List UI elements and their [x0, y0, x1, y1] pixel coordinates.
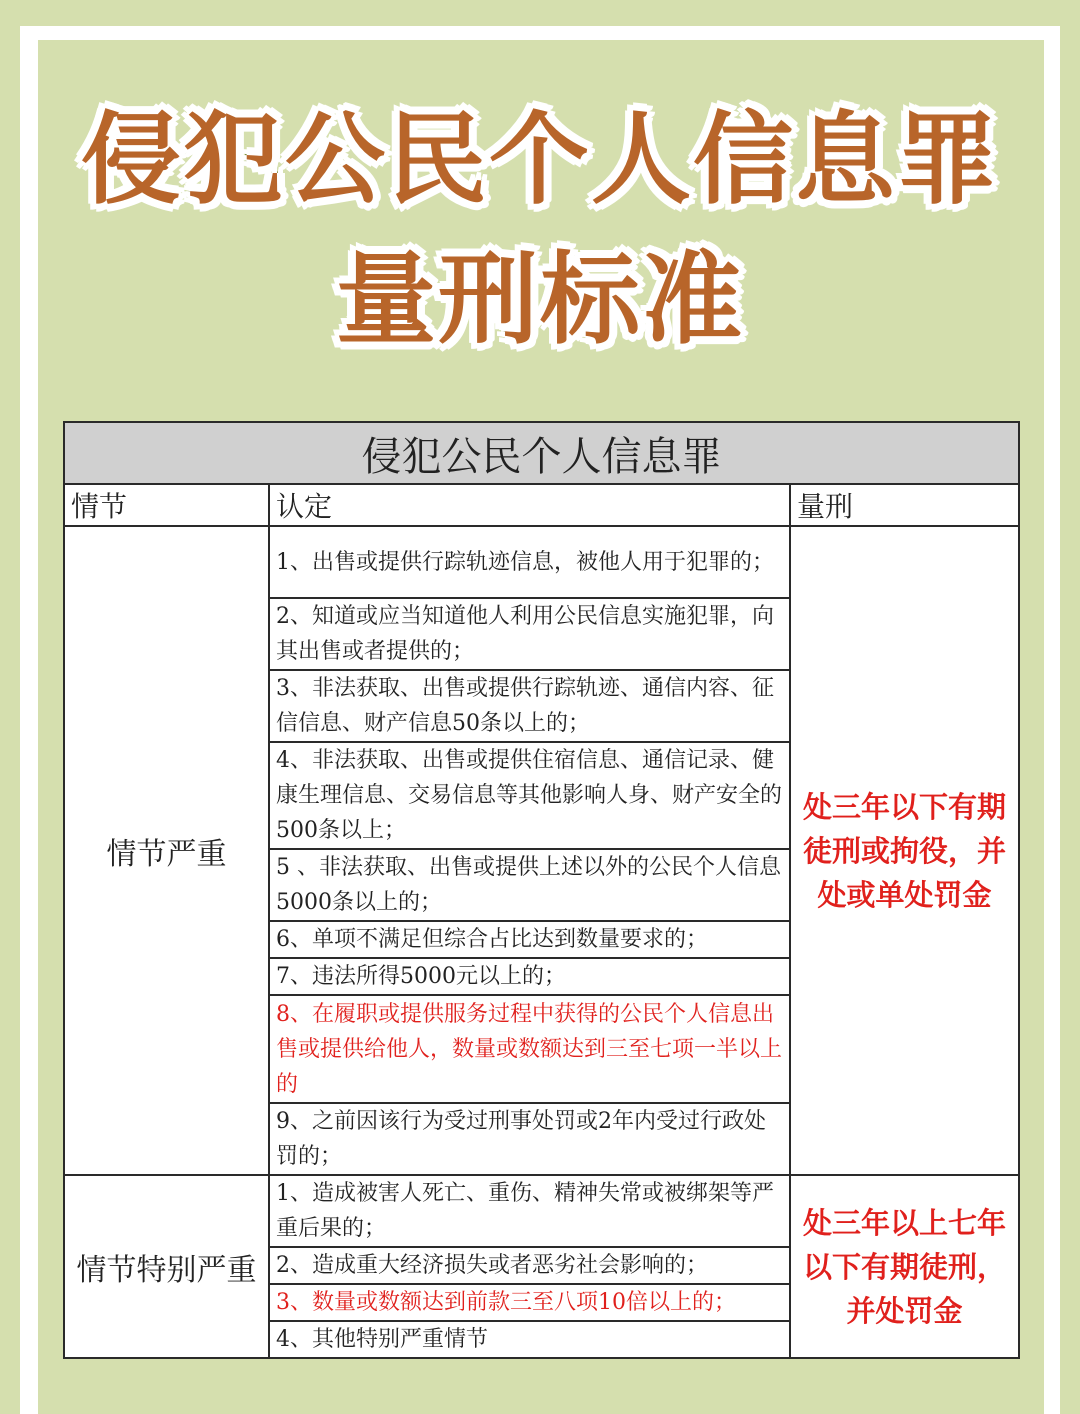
table-header: 侵犯公民个人信息罪 [64, 422, 1019, 484]
table-row: 2、造成重大经济损失或者恶劣社会影响的； [269, 1247, 790, 1284]
table-row: 9、之前因该行为受过刑事处罚或2年内受过行政处罚的； [269, 1103, 790, 1175]
table-row: 4、其他特别严重情节 [269, 1321, 790, 1358]
sentencing-table [63, 421, 1020, 1359]
column-header-criteria: 认定 [269, 484, 790, 526]
table-row: 2、知道或应当知道他人利用公民信息实施犯罪，向其出售或者提供的； [269, 598, 790, 670]
category-serious: 情节严重 [64, 526, 269, 1175]
table-row: 3、非法获取、出售或提供行踪轨迹、通信内容、征信信息、财产信息50条以上的； [269, 670, 790, 742]
column-header-circumstance: 情节 [64, 484, 269, 526]
table-row-highlight: 3、数量或数额达到前款三至八项10倍以上的； [269, 1284, 790, 1321]
table-row-highlight: 8、在履职或提供服务过程中获得的公民个人信息出售或提供给他人，数量或数额达到三至七项一半以上的 [269, 995, 790, 1103]
table-row: 4、非法获取、出售或提供住宿信息、通信记录、健康生理信息、交易信息等其他影响人身、财产安全的500条以上； [269, 742, 790, 849]
page-title: 侵犯公民个人信息罪 [81, 101, 999, 218]
table-row: 1、出售或提供行踪轨迹信息，被他人用于犯罪的； [269, 526, 790, 598]
penalty-especially-serious: 处三年以上七年以下有期徒刑，并处罚金 [790, 1175, 1019, 1358]
table-row: 6、单项不满足但综合占比达到数量要求的； [269, 921, 790, 958]
page-subtitle: 量刑标准 [336, 241, 744, 358]
table-row: 7、违法所得5000元以上的； [269, 958, 790, 995]
table-row: 5 、非法获取、出售或提供上述以外的公民个人信息5000条以上的； [269, 849, 790, 921]
column-header-penalty: 量刑 [790, 484, 1019, 526]
penalty-serious: 处三年以下有期徒刑或拘役，并处或单处罚金 [790, 526, 1019, 1175]
table-row: 1、造成被害人死亡、重伤、精神失常或被绑架等严重后果的； [269, 1175, 790, 1247]
category-especially-serious: 情节特别严重 [64, 1175, 269, 1358]
